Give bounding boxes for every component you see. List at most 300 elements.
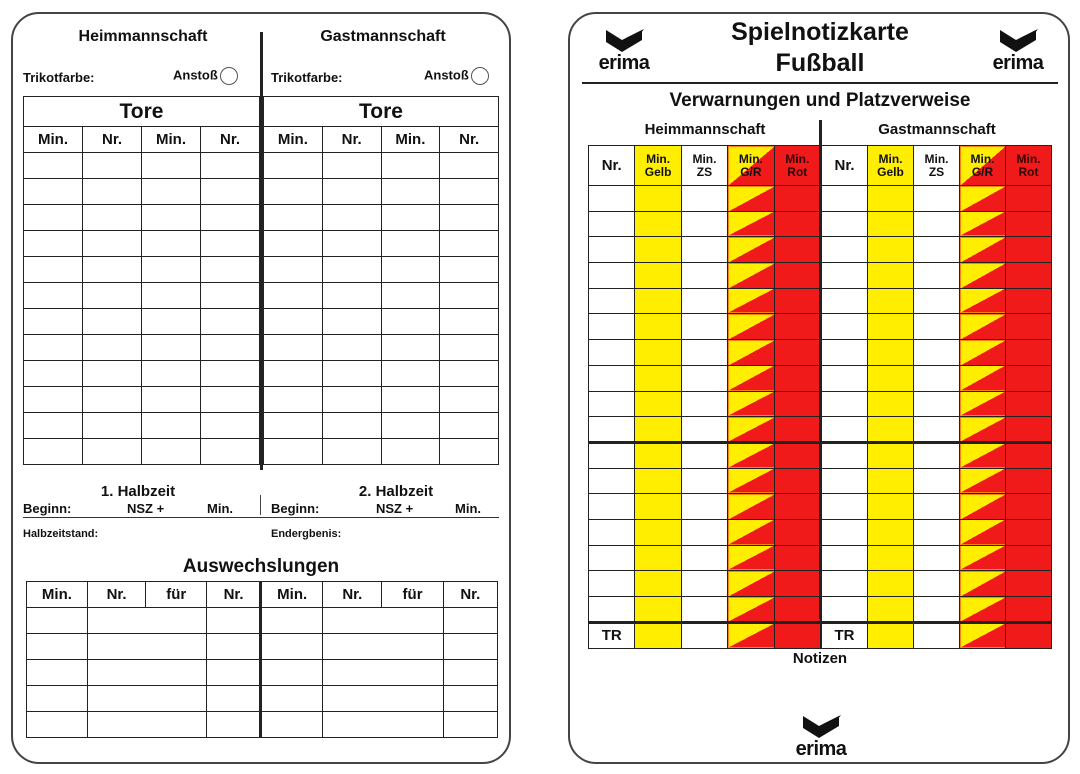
- card-cell[interactable]: [728, 186, 774, 212]
- goal-cell[interactable]: [83, 179, 142, 205]
- goal-cell[interactable]: [83, 439, 142, 465]
- substitution-cell[interactable]: [87, 686, 206, 712]
- goal-cell[interactable]: [201, 387, 260, 413]
- card-cell[interactable]: [1006, 263, 1052, 289]
- goal-cell[interactable]: [201, 413, 260, 439]
- card-cell[interactable]: [635, 288, 681, 314]
- home-kickoff-checkbox[interactable]: [220, 67, 238, 85]
- goal-cell[interactable]: [264, 387, 323, 413]
- substitution-cell[interactable]: [27, 660, 88, 686]
- goal-cell[interactable]: [201, 361, 260, 387]
- card-cell[interactable]: [868, 417, 914, 443]
- card-cell[interactable]: [635, 597, 681, 623]
- card-cell[interactable]: [728, 442, 774, 468]
- card-cell[interactable]: [822, 263, 868, 289]
- substitution-cell[interactable]: [207, 686, 261, 712]
- card-cell[interactable]: [728, 340, 774, 366]
- card-cell[interactable]: [822, 442, 868, 468]
- card-cell[interactable]: [681, 314, 727, 340]
- card-cell[interactable]: [774, 237, 820, 263]
- card-cell[interactable]: [681, 263, 727, 289]
- goal-cell[interactable]: [322, 309, 381, 335]
- goal-cell[interactable]: [322, 283, 381, 309]
- goal-cell[interactable]: [264, 309, 323, 335]
- card-cell[interactable]: [728, 263, 774, 289]
- substitution-cell[interactable]: [323, 634, 443, 660]
- card-cell[interactable]: [681, 391, 727, 417]
- card-cell[interactable]: [868, 571, 914, 597]
- goal-cell[interactable]: [264, 205, 323, 231]
- goal-cell[interactable]: [142, 283, 201, 309]
- card-cell[interactable]: [589, 211, 635, 237]
- goal-cell[interactable]: [381, 283, 440, 309]
- card-cell[interactable]: [914, 519, 960, 545]
- goal-cell[interactable]: [322, 205, 381, 231]
- card-cell[interactable]: [681, 622, 727, 648]
- card-cell[interactable]: [960, 263, 1006, 289]
- card-cell[interactable]: [589, 545, 635, 571]
- card-cell[interactable]: [1006, 442, 1052, 468]
- goal-cell[interactable]: [322, 335, 381, 361]
- card-cell[interactable]: [960, 211, 1006, 237]
- goal-cell[interactable]: [201, 335, 260, 361]
- card-cell[interactable]: [774, 597, 820, 623]
- goal-cell[interactable]: [83, 361, 142, 387]
- card-cell[interactable]: [868, 545, 914, 571]
- card-cell[interactable]: [868, 391, 914, 417]
- card-cell[interactable]: [1006, 340, 1052, 366]
- goal-cell[interactable]: [24, 335, 83, 361]
- substitution-cell[interactable]: [27, 634, 88, 660]
- goal-cell[interactable]: [201, 179, 260, 205]
- card-cell[interactable]: [960, 571, 1006, 597]
- card-cell[interactable]: [635, 263, 681, 289]
- goal-cell[interactable]: [142, 257, 201, 283]
- card-cell[interactable]: [589, 186, 635, 212]
- goal-cell[interactable]: [381, 387, 440, 413]
- substitution-cell[interactable]: [262, 686, 323, 712]
- goal-cell[interactable]: [142, 231, 201, 257]
- goal-cell[interactable]: [142, 179, 201, 205]
- goal-cell[interactable]: [381, 439, 440, 465]
- card-cell[interactable]: [681, 237, 727, 263]
- card-cell[interactable]: [774, 571, 820, 597]
- goal-cell[interactable]: [322, 153, 381, 179]
- card-cell[interactable]: [728, 571, 774, 597]
- goal-cell[interactable]: [322, 387, 381, 413]
- substitution-cell[interactable]: [323, 608, 443, 634]
- card-cell[interactable]: [822, 417, 868, 443]
- card-cell[interactable]: [914, 571, 960, 597]
- card-cell[interactable]: [681, 211, 727, 237]
- goal-cell[interactable]: [142, 309, 201, 335]
- goal-cell[interactable]: [440, 231, 499, 257]
- substitution-cell[interactable]: [87, 634, 206, 660]
- card-cell[interactable]: [1006, 365, 1052, 391]
- card-cell[interactable]: [868, 211, 914, 237]
- goal-cell[interactable]: [264, 361, 323, 387]
- card-cell[interactable]: [774, 340, 820, 366]
- card-cell[interactable]: [1006, 468, 1052, 494]
- substitution-cell[interactable]: [443, 712, 497, 738]
- card-cell[interactable]: [914, 340, 960, 366]
- card-cell[interactable]: [822, 314, 868, 340]
- card-cell[interactable]: [681, 442, 727, 468]
- card-cell[interactable]: [1006, 545, 1052, 571]
- card-cell[interactable]: [635, 417, 681, 443]
- card-cell[interactable]: [914, 468, 960, 494]
- goal-cell[interactable]: [201, 231, 260, 257]
- substitution-cell[interactable]: [207, 634, 261, 660]
- card-cell[interactable]: [914, 597, 960, 623]
- card-cell[interactable]: [914, 545, 960, 571]
- goal-cell[interactable]: [142, 387, 201, 413]
- card-cell[interactable]: [822, 391, 868, 417]
- substitution-cell[interactable]: [262, 634, 323, 660]
- card-cell[interactable]: [681, 288, 727, 314]
- card-cell[interactable]: [868, 340, 914, 366]
- card-cell[interactable]: [822, 597, 868, 623]
- goal-cell[interactable]: [24, 439, 83, 465]
- goal-cell[interactable]: [24, 205, 83, 231]
- card-cell[interactable]: [589, 288, 635, 314]
- goal-cell[interactable]: [83, 205, 142, 231]
- substitution-cell[interactable]: [262, 712, 323, 738]
- card-cell[interactable]: [589, 468, 635, 494]
- card-cell[interactable]: [728, 545, 774, 571]
- card-cell[interactable]: [774, 288, 820, 314]
- card-cell[interactable]: [868, 468, 914, 494]
- substitution-cell[interactable]: [262, 608, 323, 634]
- card-cell[interactable]: [868, 597, 914, 623]
- goal-cell[interactable]: [83, 153, 142, 179]
- goal-cell[interactable]: [381, 257, 440, 283]
- card-cell[interactable]: [822, 288, 868, 314]
- goal-cell[interactable]: [142, 205, 201, 231]
- substitution-cell[interactable]: [262, 660, 323, 686]
- card-cell[interactable]: [774, 365, 820, 391]
- card-cell[interactable]: [914, 314, 960, 340]
- card-cell[interactable]: [681, 545, 727, 571]
- goal-cell[interactable]: [440, 179, 499, 205]
- card-cell[interactable]: [1006, 391, 1052, 417]
- substitution-cell[interactable]: [27, 608, 88, 634]
- card-cell[interactable]: [774, 417, 820, 443]
- card-cell[interactable]: [822, 365, 868, 391]
- substitution-cell[interactable]: [323, 686, 443, 712]
- card-cell[interactable]: [635, 442, 681, 468]
- goal-cell[interactable]: [201, 153, 260, 179]
- substitution-cell[interactable]: [443, 608, 497, 634]
- card-cell[interactable]: [728, 597, 774, 623]
- card-cell[interactable]: [960, 417, 1006, 443]
- card-cell[interactable]: [960, 314, 1006, 340]
- card-cell[interactable]: [822, 468, 868, 494]
- goal-cell[interactable]: [24, 179, 83, 205]
- substitution-cell[interactable]: [87, 712, 206, 738]
- card-cell[interactable]: [960, 519, 1006, 545]
- goal-cell[interactable]: [381, 205, 440, 231]
- card-cell[interactable]: [914, 365, 960, 391]
- goal-cell[interactable]: [264, 413, 323, 439]
- card-cell[interactable]: [914, 622, 960, 648]
- card-cell[interactable]: [868, 442, 914, 468]
- goal-cell[interactable]: [264, 257, 323, 283]
- card-cell[interactable]: [960, 468, 1006, 494]
- card-cell[interactable]: [589, 340, 635, 366]
- goal-cell[interactable]: [440, 205, 499, 231]
- card-cell[interactable]: [635, 211, 681, 237]
- card-cell[interactable]: [1006, 314, 1052, 340]
- card-cell[interactable]: [589, 417, 635, 443]
- goal-cell[interactable]: [24, 413, 83, 439]
- card-cell[interactable]: [822, 494, 868, 520]
- card-cell[interactable]: [774, 545, 820, 571]
- goal-cell[interactable]: [264, 335, 323, 361]
- substitution-cell[interactable]: [27, 712, 88, 738]
- card-cell[interactable]: [728, 519, 774, 545]
- card-cell[interactable]: [635, 340, 681, 366]
- goal-cell[interactable]: [322, 361, 381, 387]
- goal-cell[interactable]: [83, 387, 142, 413]
- card-cell[interactable]: [635, 391, 681, 417]
- card-cell[interactable]: [960, 597, 1006, 623]
- card-cell[interactable]: [1006, 519, 1052, 545]
- card-cell[interactable]: [1006, 237, 1052, 263]
- substitution-cell[interactable]: [323, 660, 443, 686]
- goal-cell[interactable]: [440, 387, 499, 413]
- card-cell[interactable]: [728, 494, 774, 520]
- card-cell[interactable]: [914, 442, 960, 468]
- card-cell[interactable]: [774, 263, 820, 289]
- substitution-cell[interactable]: [207, 660, 261, 686]
- card-cell[interactable]: [728, 391, 774, 417]
- card-cell[interactable]: [681, 365, 727, 391]
- card-cell[interactable]: [774, 442, 820, 468]
- card-cell[interactable]: [960, 494, 1006, 520]
- goal-cell[interactable]: [322, 231, 381, 257]
- card-cell[interactable]: [914, 288, 960, 314]
- card-cell[interactable]: [960, 237, 1006, 263]
- card-cell[interactable]: [635, 519, 681, 545]
- card-cell[interactable]: [822, 237, 868, 263]
- card-cell[interactable]: [589, 571, 635, 597]
- goal-cell[interactable]: [381, 179, 440, 205]
- goal-cell[interactable]: [440, 309, 499, 335]
- goal-cell[interactable]: [201, 439, 260, 465]
- goal-cell[interactable]: [440, 361, 499, 387]
- goal-cell[interactable]: [142, 413, 201, 439]
- card-cell[interactable]: [914, 417, 960, 443]
- card-cell[interactable]: [914, 391, 960, 417]
- card-cell[interactable]: [635, 622, 681, 648]
- card-cell[interactable]: [589, 365, 635, 391]
- card-cell[interactable]: [681, 597, 727, 623]
- card-cell[interactable]: [868, 519, 914, 545]
- goal-cell[interactable]: [24, 283, 83, 309]
- goal-cell[interactable]: [24, 387, 83, 413]
- goal-cell[interactable]: [381, 153, 440, 179]
- card-cell[interactable]: [1006, 417, 1052, 443]
- card-cell[interactable]: [822, 519, 868, 545]
- goal-cell[interactable]: [264, 439, 323, 465]
- card-cell[interactable]: [589, 314, 635, 340]
- card-cell[interactable]: [868, 494, 914, 520]
- card-cell[interactable]: [1006, 211, 1052, 237]
- card-cell[interactable]: [635, 545, 681, 571]
- goal-cell[interactable]: [264, 153, 323, 179]
- card-cell[interactable]: [868, 237, 914, 263]
- card-cell[interactable]: [960, 442, 1006, 468]
- goal-cell[interactable]: [142, 153, 201, 179]
- card-cell[interactable]: [728, 622, 774, 648]
- substitution-cell[interactable]: [443, 634, 497, 660]
- card-cell[interactable]: [822, 211, 868, 237]
- goal-cell[interactable]: [24, 361, 83, 387]
- goal-cell[interactable]: [322, 413, 381, 439]
- card-cell[interactable]: [728, 417, 774, 443]
- card-cell[interactable]: [635, 186, 681, 212]
- substitution-cell[interactable]: [443, 686, 497, 712]
- card-cell[interactable]: [681, 494, 727, 520]
- card-cell[interactable]: [914, 211, 960, 237]
- substitution-cell[interactable]: [323, 712, 443, 738]
- goal-cell[interactable]: [83, 413, 142, 439]
- goal-cell[interactable]: [201, 283, 260, 309]
- goal-cell[interactable]: [440, 153, 499, 179]
- card-cell[interactable]: [774, 622, 820, 648]
- card-cell[interactable]: [681, 186, 727, 212]
- substitution-cell[interactable]: [443, 660, 497, 686]
- card-cell[interactable]: [774, 211, 820, 237]
- card-cell[interactable]: [635, 314, 681, 340]
- goal-cell[interactable]: [83, 231, 142, 257]
- card-cell[interactable]: [774, 494, 820, 520]
- goal-cell[interactable]: [24, 153, 83, 179]
- card-cell[interactable]: [774, 468, 820, 494]
- goal-cell[interactable]: [322, 257, 381, 283]
- goal-cell[interactable]: [201, 257, 260, 283]
- card-cell[interactable]: [960, 340, 1006, 366]
- card-cell[interactable]: [1006, 622, 1052, 648]
- goal-cell[interactable]: [264, 231, 323, 257]
- card-cell[interactable]: [868, 365, 914, 391]
- card-cell[interactable]: [728, 211, 774, 237]
- card-cell[interactable]: [589, 519, 635, 545]
- card-cell[interactable]: [868, 186, 914, 212]
- goal-cell[interactable]: [142, 335, 201, 361]
- goal-cell[interactable]: [201, 205, 260, 231]
- goal-cell[interactable]: [201, 309, 260, 335]
- card-cell[interactable]: [1006, 494, 1052, 520]
- card-cell[interactable]: [822, 545, 868, 571]
- card-cell[interactable]: [914, 494, 960, 520]
- card-cell[interactable]: [868, 288, 914, 314]
- card-cell[interactable]: [868, 622, 914, 648]
- card-cell[interactable]: [681, 468, 727, 494]
- goal-cell[interactable]: [322, 179, 381, 205]
- card-cell[interactable]: [774, 391, 820, 417]
- substitution-cell[interactable]: [207, 712, 261, 738]
- card-cell[interactable]: [960, 288, 1006, 314]
- card-cell[interactable]: [960, 186, 1006, 212]
- card-cell[interactable]: [589, 494, 635, 520]
- card-cell[interactable]: [960, 391, 1006, 417]
- card-cell[interactable]: [728, 314, 774, 340]
- card-cell[interactable]: [589, 263, 635, 289]
- goal-cell[interactable]: [440, 283, 499, 309]
- goal-cell[interactable]: [83, 335, 142, 361]
- goal-cell[interactable]: [440, 439, 499, 465]
- card-cell[interactable]: [589, 237, 635, 263]
- card-cell[interactable]: [1006, 571, 1052, 597]
- card-cell[interactable]: [589, 391, 635, 417]
- card-cell[interactable]: [728, 468, 774, 494]
- card-cell[interactable]: [1006, 288, 1052, 314]
- goal-cell[interactable]: [142, 361, 201, 387]
- card-cell[interactable]: [822, 571, 868, 597]
- goal-cell[interactable]: [440, 257, 499, 283]
- substitution-cell[interactable]: [87, 660, 206, 686]
- guest-kickoff[interactable]: [424, 67, 489, 85]
- card-cell[interactable]: [868, 263, 914, 289]
- card-cell[interactable]: [728, 365, 774, 391]
- goal-cell[interactable]: [440, 413, 499, 439]
- card-cell[interactable]: [635, 365, 681, 391]
- goal-cell[interactable]: [322, 439, 381, 465]
- goal-cell[interactable]: [264, 179, 323, 205]
- card-cell[interactable]: [914, 237, 960, 263]
- goal-cell[interactable]: [440, 335, 499, 361]
- goal-cell[interactable]: [381, 361, 440, 387]
- card-cell[interactable]: [681, 340, 727, 366]
- card-cell[interactable]: [681, 417, 727, 443]
- goal-cell[interactable]: [142, 439, 201, 465]
- goal-cell[interactable]: [83, 257, 142, 283]
- card-cell[interactable]: [728, 237, 774, 263]
- card-cell[interactable]: [589, 597, 635, 623]
- substitution-cell[interactable]: [27, 686, 88, 712]
- goal-cell[interactable]: [381, 413, 440, 439]
- card-cell[interactable]: [681, 571, 727, 597]
- card-cell[interactable]: [635, 237, 681, 263]
- card-cell[interactable]: [635, 571, 681, 597]
- card-cell[interactable]: [774, 186, 820, 212]
- goal-cell[interactable]: [381, 309, 440, 335]
- substitution-cell[interactable]: [87, 608, 206, 634]
- card-cell[interactable]: [728, 288, 774, 314]
- goal-cell[interactable]: [381, 335, 440, 361]
- goal-cell[interactable]: [83, 309, 142, 335]
- guest-kickoff-checkbox[interactable]: [471, 67, 489, 85]
- card-cell[interactable]: [960, 365, 1006, 391]
- card-cell[interactable]: [1006, 597, 1052, 623]
- substitution-cell[interactable]: [207, 608, 261, 634]
- card-cell[interactable]: [589, 442, 635, 468]
- goal-cell[interactable]: [24, 309, 83, 335]
- card-cell[interactable]: [774, 314, 820, 340]
- goal-cell[interactable]: [24, 257, 83, 283]
- card-cell[interactable]: [635, 494, 681, 520]
- card-cell[interactable]: [774, 519, 820, 545]
- card-cell[interactable]: [914, 186, 960, 212]
- goal-cell[interactable]: [381, 231, 440, 257]
- card-cell[interactable]: [635, 468, 681, 494]
- card-cell[interactable]: [1006, 186, 1052, 212]
- card-cell[interactable]: [822, 186, 868, 212]
- goal-cell[interactable]: [264, 283, 323, 309]
- card-cell[interactable]: [681, 519, 727, 545]
